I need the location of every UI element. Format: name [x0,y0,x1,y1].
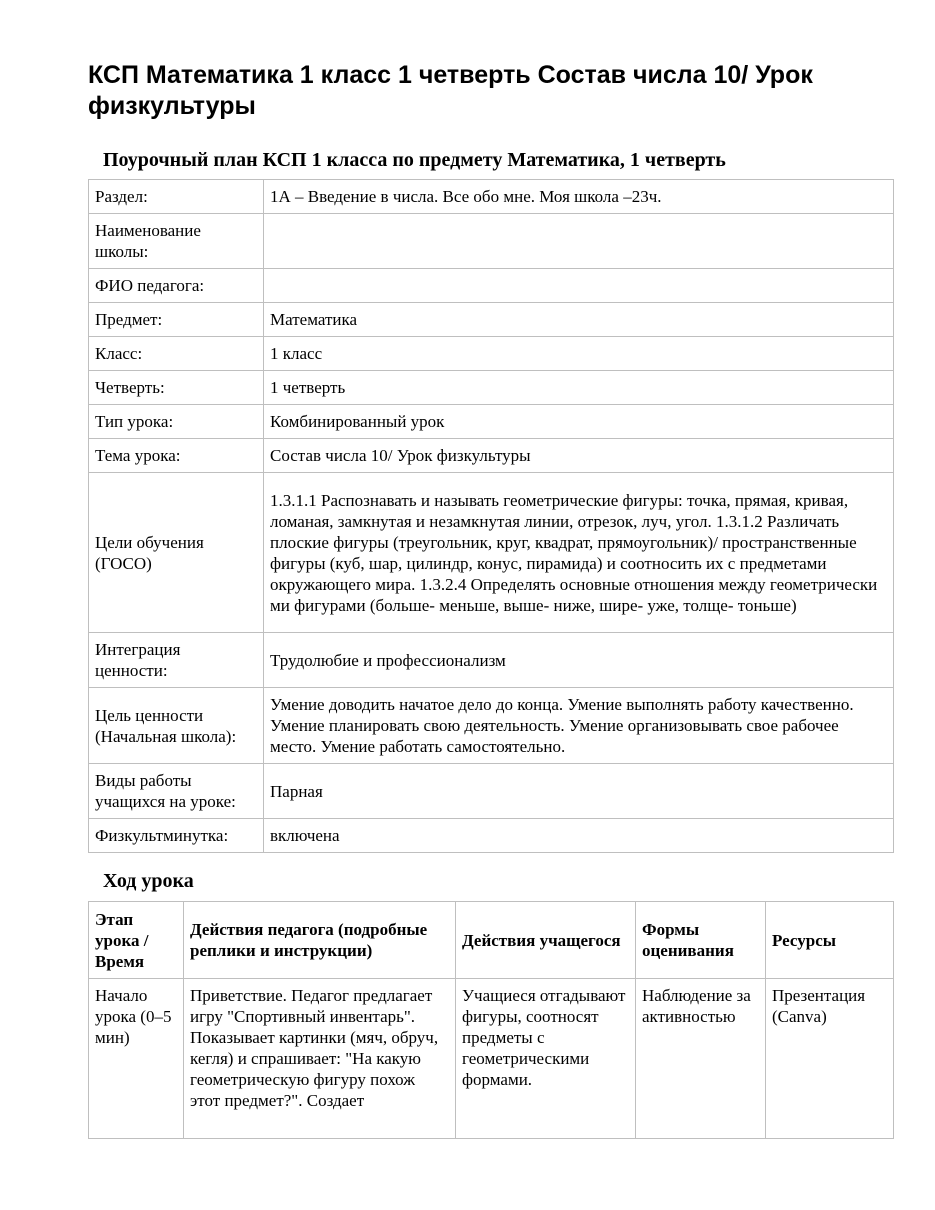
info-value: включена [264,819,894,853]
column-header-assessment: Формы оценивания [636,902,766,979]
table-header-row [89,902,894,979]
info-label: Тип урока: [89,405,264,439]
column-header-student: Действия учащегося [456,902,636,979]
table-row [89,371,894,405]
cell-student: Учащиеся отгадывают фигуры, соотносят предметы с геометрическими формами. [456,979,636,1139]
info-value [264,269,894,303]
lesson-flow-table [88,901,894,1139]
info-label: Виды работы учащихся на уроке: [89,764,264,819]
cell-teacher: Приветствие. Педагог предлагает игру "Спортивный инвентарь". Показывает картинки (мяч, обруч, кегля) и спрашивает: "На какую геометрическую фигуру похож этот предмет?". Создает [184,979,456,1139]
info-label: Цель ценности (Начальная школа): [89,688,264,764]
info-value: Состав числа 10/ Урок физкультуры [264,439,894,473]
column-header-teacher: Действия педагога (подробные реплики и инструкции) [184,902,456,979]
table-row [89,979,894,1139]
table-row [89,473,894,633]
info-value: 1А – Введение в числа. Все обо мне. Моя школа –23ч. [264,180,894,214]
table-row [89,439,894,473]
table-row [89,303,894,337]
table-row [89,819,894,853]
table-row [89,688,894,764]
info-table [88,179,894,853]
page-title: КСП Математика 1 класс 1 четверть Состав числа 10/ Урок физкультуры [88,61,813,120]
info-label: Цели обучения (ГОСО) [89,473,264,633]
info-value: 1 четверть [264,371,894,405]
table-row [89,405,894,439]
table-row [89,633,894,688]
table-row [89,269,894,303]
info-label: Интеграция ценности: [89,633,264,688]
info-label: Физкультминутка: [89,819,264,853]
plan-heading: Поурочный план КСП 1 класса по предмету Математика, 1 четверть [103,149,726,171]
table-row [89,180,894,214]
column-header-stage: Этап урока / Время [89,902,184,979]
cell-stage: Начало урока (0–5 мин) [89,979,184,1139]
cell-assessment: Наблюдение за активностью [636,979,766,1139]
info-label: Четверть: [89,371,264,405]
table-row [89,337,894,371]
info-label: Наименование школы: [89,214,264,269]
table-row [89,214,894,269]
info-label: Класс: [89,337,264,371]
column-header-resources: Ресурсы [766,902,894,979]
info-value: Математика [264,303,894,337]
info-label: Предмет: [89,303,264,337]
info-label: Раздел: [89,180,264,214]
info-value: Трудолюбие и профессионализм [264,633,894,688]
info-value: 1.3.1.1 Распознавать и называть геометрические фигуры: точка, прямая, кривая, ломаная, замкнутая и незамкнутая линии, отрезок, луч, угол. 1.3.1.2 Различать плоские фигуры (треугольник, круг, квадрат, прямоугольник)/ пространственные фигуры (куб, шар, цилиндр, конус, пирамида) и соотносить их с предметами окружающего мира. 1.3.2.4 Определять основные отношения между геометрически ми фигурами (больше- меньше, выше- ниже, шире- уже, толще- тоньше) [264,473,894,633]
info-value: 1 класс [264,337,894,371]
info-value: Комбинированный урок [264,405,894,439]
info-value: Умение доводить начатое дело до конца. Умение выполнять работу качественно. Умение планировать свою деятельность. Умение организовывать свое рабочее место. Умение работать самостоятельно. [264,688,894,764]
info-label: ФИО педагога: [89,269,264,303]
info-label: Тема урока: [89,439,264,473]
flow-heading: Ход урока [103,870,194,892]
table-row [89,764,894,819]
info-value: Парная [264,764,894,819]
cell-resources: Презентация (Canva) [766,979,894,1139]
document-page [88,0,893,1139]
info-value [264,214,894,269]
